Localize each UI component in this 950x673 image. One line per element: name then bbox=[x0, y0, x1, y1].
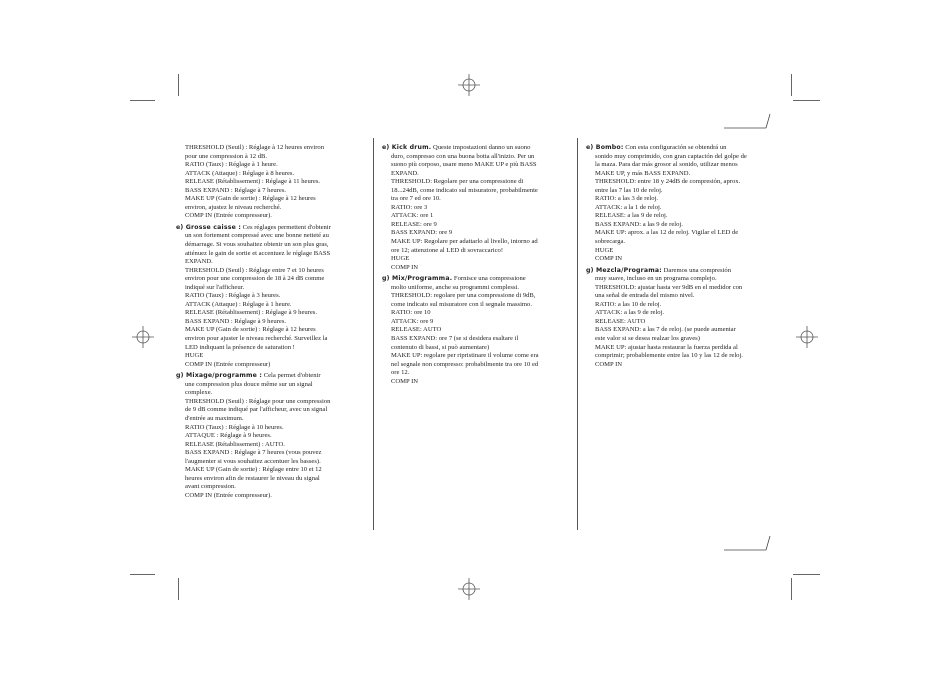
text-line: RATIO: ore 10 bbox=[391, 309, 431, 317]
text-line: COMP IN bbox=[391, 377, 419, 385]
text-line: ATTACK: ore 9 bbox=[391, 317, 434, 325]
text-line: démarrage. Si vous souhaitez obtenir un son plus gras, bbox=[185, 241, 329, 249]
section-heading: e) Bombo: bbox=[586, 144, 624, 151]
text-line: RATIO: a las 10 de reloj. bbox=[595, 300, 662, 308]
text-line: RATIO: ore 3 bbox=[391, 203, 428, 211]
text-line: de 9 dB comme indiqué par l'afficheur, avec un signal bbox=[185, 406, 328, 414]
text-line: ATTACK: a la 1 de reloj. bbox=[595, 203, 662, 211]
section-intro: Cela permet d'obtenir bbox=[262, 372, 321, 380]
text-line: une compression plus douce même sur un signal bbox=[185, 380, 313, 388]
text-line: ore 12. bbox=[391, 369, 410, 377]
text-line: COMP IN (Entrée compresseur) bbox=[185, 360, 271, 368]
text-line: suono più corposo, usare meno MAKE UP e più BASS bbox=[391, 161, 537, 169]
text-line: LED indiquant la présence de saturation ! bbox=[185, 343, 295, 351]
column-rule-left bbox=[373, 138, 374, 530]
text-line: tra ore 7 ed ore 10. bbox=[391, 195, 441, 203]
section-heading-line bbox=[176, 372, 366, 381]
text-line: THRESHOLD: ajustar hasta ver 9dB en el medidor con bbox=[595, 283, 743, 291]
registration-mark-right bbox=[796, 326, 818, 348]
text-line: RELEASE: AUTO bbox=[391, 326, 442, 334]
text-line: COMP IN bbox=[595, 360, 623, 368]
text-line: BASS EXPAND: ore 9 bbox=[391, 229, 453, 237]
text-line: THRESHOLD (Seuil) : Réglage pour une compression bbox=[185, 397, 331, 405]
text-line: pour une compression à 12 dB. bbox=[185, 152, 268, 160]
text-line: MAKE UP (Gain de sortie) : Réglage à 12 heures bbox=[185, 195, 316, 203]
text-line: RATIO (Taux) : Réglage à 10 heures. bbox=[185, 423, 284, 431]
registration-mark-top bbox=[454, 74, 484, 96]
text-line: COMP IN bbox=[595, 255, 623, 263]
text-line: COMP IN (Entrée compresseur). bbox=[185, 212, 272, 220]
text-line: ATTAQUE : Réglage à 9 heures. bbox=[185, 432, 272, 440]
text-line: BASS EXPAND: a las 7 de reloj. (se puede aumentar bbox=[595, 326, 736, 334]
text-line: ATTACK: ore 1 bbox=[391, 212, 434, 220]
section-intro: Daremos una compresión bbox=[661, 266, 732, 274]
text-line: BASS EXPAND: ore 7 (se si desidera esaltare il bbox=[391, 335, 519, 343]
text-line: MAKE UP: Regolare per adattarlo al livello, intorno ad bbox=[391, 238, 538, 246]
text-line: HUGE bbox=[595, 246, 614, 254]
text-line: RATIO (Taux) : Réglage à 3 heures. bbox=[185, 292, 281, 300]
section-heading: g) Mixage/programme : bbox=[176, 372, 263, 380]
text-line: sonido muy comprimido, con gran captación del golpe de bbox=[595, 152, 747, 160]
text-line: 18...24dB, come indicato sul misuratore, probabilmente bbox=[391, 186, 538, 194]
text-line: RATIO: a las 3 de reloj. bbox=[595, 195, 658, 203]
text-line: BASS EXPAND : Réglage à 7 heures. bbox=[185, 186, 287, 194]
text-line: MAKE UP: ajustar hasta restaurar la fuerza perdida al bbox=[595, 343, 738, 351]
text-line: THRESHOLD (Seuil) : Réglage à 12 heures environ bbox=[185, 144, 324, 151]
text-line: HUGE bbox=[185, 352, 204, 360]
text-line: una señal de entrada del mismo nivel. bbox=[595, 292, 695, 300]
text-line: BASS EXPAND: a las 9 de reloj. bbox=[595, 220, 683, 228]
text-line: atténuez le gain de sortie et accentuez le réglage BASS bbox=[185, 249, 331, 257]
text-line: THRESHOLD (Seuil) : Réglage entre 7 et 10 heures bbox=[185, 266, 324, 274]
text-line: entre las 7 las 10 de reloj. bbox=[595, 186, 663, 194]
section-heading: g) Mix/Programma. bbox=[382, 275, 453, 283]
section-heading-line bbox=[586, 144, 776, 153]
text-line: sobrecarga. bbox=[595, 238, 626, 246]
text-line: RELEASE (Rétablissement) : Réglage à 9 heures. bbox=[185, 309, 318, 317]
section-heading: e) Kick drum. bbox=[382, 144, 432, 151]
section-heading-line bbox=[176, 224, 366, 233]
text-line: RATIO (Taux) : Réglage à 1 heure. bbox=[185, 161, 278, 169]
section-heading: e) Grosse caisse : bbox=[176, 223, 242, 231]
text-line: comprimir; probablemente entre las 10 y las 12 de reloj. bbox=[595, 352, 743, 360]
text-line: come indicato sul misuratore con il segnale massimo. bbox=[391, 300, 532, 308]
section-heading-line bbox=[382, 275, 572, 284]
text-line: COMP IN (Entrée compresseur). bbox=[185, 491, 272, 499]
section-heading-line bbox=[586, 267, 776, 276]
text-line: RELEASE: a las 9 de reloj. bbox=[595, 212, 668, 220]
page-marker-bottom bbox=[722, 535, 774, 553]
text-line: indiqué sur l'afficheur. bbox=[185, 283, 245, 291]
text-line: environ, ajustez le niveau recherché. bbox=[185, 203, 282, 211]
page-marker-top bbox=[722, 113, 774, 131]
column-italian bbox=[382, 144, 572, 386]
text-line: molto uniforme, anche su programmi complessi. bbox=[391, 283, 520, 291]
text-line: la maza. Para dar más grosor al sonido, utilizar menos bbox=[595, 161, 738, 169]
section-intro: Fornisce una compressione bbox=[452, 275, 526, 283]
text-line: THRESHOLD: regolare per una compressione di 9dB, bbox=[391, 292, 536, 300]
text-line: COMP IN bbox=[391, 263, 419, 271]
section-intro: Queste impostazioni danno un suono bbox=[431, 144, 531, 151]
text-line: duro, compresso con una buona botta all'inizio. Per un bbox=[391, 152, 535, 160]
text-line: ATTACK (Attaque) : Réglage à 1 heure. bbox=[185, 300, 292, 308]
text-line: este valor si se desea realzar los graves) bbox=[595, 335, 700, 343]
text-line: MAKE UP: regolare per ripristinare il volume come era bbox=[391, 352, 539, 360]
text-line: muy suave, incluso en un programa complejo. bbox=[595, 275, 717, 283]
text-line: BASS EXPAND : Réglage à 7 heures (vous pouvez bbox=[185, 449, 322, 457]
text-line: contenuto di bassi, si può aumentare) bbox=[391, 343, 490, 351]
section-heading: g) Mezcla/Programa: bbox=[586, 266, 662, 274]
text-line: ore 12; attenzione al LED di sovraccarico! bbox=[391, 246, 504, 254]
text-line: environ pour ajuster le niveau recherché. Surveillez la bbox=[185, 335, 328, 343]
text-line: heures environ afin de restaurer le niveau du signal bbox=[185, 474, 320, 482]
text-line: MAKE UP, y más BASS EXPAND. bbox=[595, 169, 691, 177]
text-line: HUGE bbox=[391, 255, 410, 263]
text-line: RELEASE: AUTO bbox=[595, 317, 646, 325]
text-line: THRESHOLD: Regolare per una compressione di bbox=[391, 178, 524, 186]
column-rule-right bbox=[577, 138, 578, 530]
text-line: MAKE UP (Gain de sortie) : Réglage entre 10 et 12 bbox=[185, 466, 322, 474]
section-heading-line bbox=[382, 144, 572, 153]
section-intro: Ces réglages permettent d'obtenir bbox=[241, 223, 331, 231]
column-spanish bbox=[586, 144, 776, 369]
text-line: complexe. bbox=[185, 389, 213, 397]
registration-mark-bottom bbox=[454, 578, 484, 600]
text-line: RELEASE (Rétablissement) : Réglage à 11 heures. bbox=[185, 178, 321, 186]
text-line: THRESHOLD: entre 18 y 24dB de compresión, aprox. bbox=[595, 178, 741, 186]
section-intro: Con esta configuración se obtendrá un bbox=[623, 144, 727, 151]
text-line: d'entrée au maximum. bbox=[185, 414, 244, 422]
text-line: MAKE UP: aprox. a las 12 de reloj. Vigilar el LED de bbox=[595, 229, 739, 237]
text-line: MAKE UP (Gain de sortie) : Réglage à 12 heures bbox=[185, 326, 316, 334]
text-line: environ pour une compression de 18 à 24 dB comme bbox=[185, 275, 325, 283]
text-line: RELEASE: ore 9 bbox=[391, 220, 437, 228]
text-line: ATTACK (Attaque) : Réglage à 8 heures. bbox=[185, 169, 295, 177]
text-line: EXPAND. bbox=[185, 258, 213, 266]
registration-mark-left bbox=[132, 326, 154, 348]
text-line: BASS EXPAND : Réglage à 9 heures. bbox=[185, 317, 287, 325]
text-line: un son fortement compressé avec une bonne netteté au bbox=[185, 232, 329, 240]
column-french bbox=[176, 144, 366, 500]
text-line: l'augmenter si vous souhaitez accentuer les basses). bbox=[185, 457, 321, 465]
text-line: ATTACK: a las 9 de reloj. bbox=[595, 309, 665, 317]
text-line: avant compression. bbox=[185, 483, 236, 491]
text-line: EXPAND. bbox=[391, 169, 419, 177]
text-line: RELEASE (Rétablissement) : AUTO. bbox=[185, 440, 285, 448]
text-line: nel segnale non compresso: probabilmente tra ore 10 ed bbox=[391, 360, 539, 368]
